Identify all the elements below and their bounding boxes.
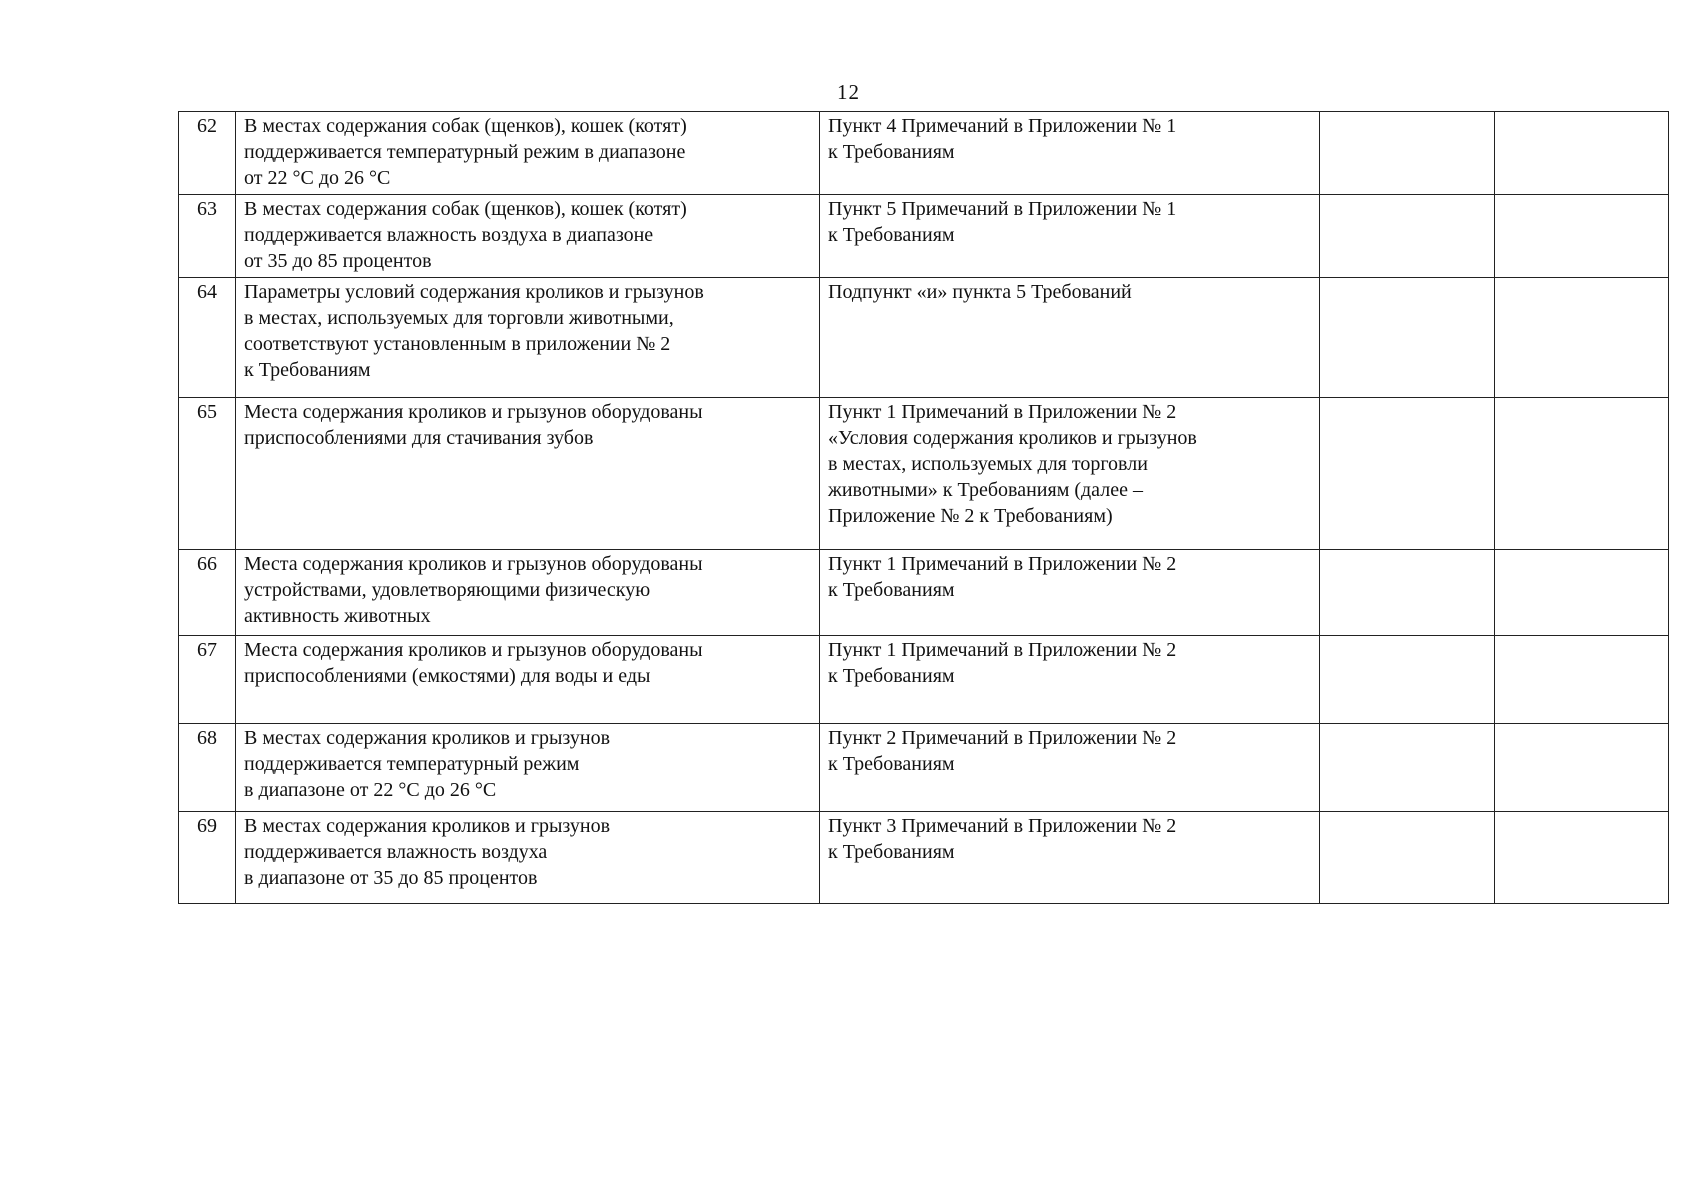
row-number-cell: 62 (179, 112, 236, 195)
answer-cell[interactable] (1320, 112, 1495, 195)
requirement-text: Параметры условий содержания кроликов и грызунов в местах, используемых для торговли животными, соответствуют установленным в приложении № 2 к Требованиям (244, 281, 704, 381)
reference-text: Пункт 1 Примечаний в Приложении № 2 к Требованиям (828, 639, 1177, 687)
requirement-cell (236, 398, 820, 550)
requirement-text: Места содержания кроликов и грызунов оборудованы устройствами, удовлетворяющими физическую активность животных (244, 553, 703, 627)
table-row (179, 112, 1669, 195)
requirement-cell (236, 812, 820, 904)
note-cell[interactable] (1495, 195, 1669, 278)
page-number: 12 (837, 80, 860, 104)
table-row (179, 812, 1669, 904)
answer-cell[interactable] (1320, 550, 1495, 636)
row-number-cell: 63 (179, 195, 236, 278)
row-number-cell: 69 (179, 812, 236, 904)
note-cell[interactable] (1495, 636, 1669, 724)
reference-text: Пункт 1 Примечаний в Приложении № 2 к Требованиям (828, 553, 1177, 601)
answer-cell[interactable] (1320, 636, 1495, 724)
reference-cell (820, 112, 1320, 195)
requirement-cell (236, 195, 820, 278)
answer-cell[interactable] (1320, 398, 1495, 550)
requirements-table (178, 111, 1669, 904)
row-number-cell: 67 (179, 636, 236, 724)
table-row (179, 550, 1669, 636)
requirement-text: Места содержания кроликов и грызунов оборудованы приспособлениями для стачивания зубов (244, 401, 703, 449)
reference-cell (820, 195, 1320, 278)
answer-cell[interactable] (1320, 724, 1495, 812)
reference-text: Пункт 2 Примечаний в Приложении № 2 к Требованиям (828, 727, 1177, 775)
row-number-cell: 65 (179, 398, 236, 550)
row-number-cell: 68 (179, 724, 236, 812)
requirement-cell (236, 112, 820, 195)
table-row (179, 398, 1669, 550)
reference-cell (820, 636, 1320, 724)
requirement-cell (236, 278, 820, 398)
reference-text: Пункт 4 Примечаний в Приложении № 1 к Требованиям (828, 115, 1177, 163)
table-row (179, 278, 1669, 398)
reference-text: Пункт 3 Примечаний в Приложении № 2 к Требованиям (828, 815, 1177, 863)
answer-cell[interactable] (1320, 812, 1495, 904)
reference-text: Пункт 1 Примечаний в Приложении № 2 «Условия содержания кроликов и грызунов в местах, используемых для торговли животными» к Требованиям (далее – Приложение № 2 к Требованиям) (828, 401, 1197, 527)
reference-cell (820, 550, 1320, 636)
answer-cell[interactable] (1320, 195, 1495, 278)
note-cell[interactable] (1495, 278, 1669, 398)
requirement-text: В местах содержания кроликов и грызунов поддерживается температурный режим в диапазоне от 22 °С до 26 °С (244, 727, 611, 801)
requirement-text: В местах содержания кроликов и грызунов поддерживается влажность воздуха в диапазоне от 35 до 85 процентов (244, 815, 611, 889)
requirement-cell (236, 724, 820, 812)
row-number-cell: 64 (179, 278, 236, 398)
requirement-text: В местах содержания собак (щенков), кошек (котят) поддерживается температурный режим в диапазоне от 22 °С до 26 °С (244, 115, 687, 189)
requirement-text: В местах содержания собак (щенков), кошек (котят) поддерживается влажность воздуха в диапазоне от 35 до 85 процентов (244, 198, 687, 272)
note-cell[interactable] (1495, 398, 1669, 550)
note-cell[interactable] (1495, 550, 1669, 636)
note-cell[interactable] (1495, 724, 1669, 812)
requirement-cell (236, 636, 820, 724)
reference-cell (820, 278, 1320, 398)
table-row (179, 636, 1669, 724)
reference-text: Подпункт «и» пункта 5 Требований (828, 281, 1132, 303)
note-cell[interactable] (1495, 112, 1669, 195)
table-row (179, 724, 1669, 812)
answer-cell[interactable] (1320, 278, 1495, 398)
row-number-cell: 66 (179, 550, 236, 636)
reference-cell (820, 724, 1320, 812)
reference-cell (820, 812, 1320, 904)
requirement-text: Места содержания кроликов и грызунов оборудованы приспособлениями (емкостями) для воды и еды (244, 639, 703, 687)
reference-cell (820, 398, 1320, 550)
table-row (179, 195, 1669, 278)
requirement-cell (236, 550, 820, 636)
note-cell[interactable] (1495, 812, 1669, 904)
reference-text: Пункт 5 Примечаний в Приложении № 1 к Требованиям (828, 198, 1177, 246)
